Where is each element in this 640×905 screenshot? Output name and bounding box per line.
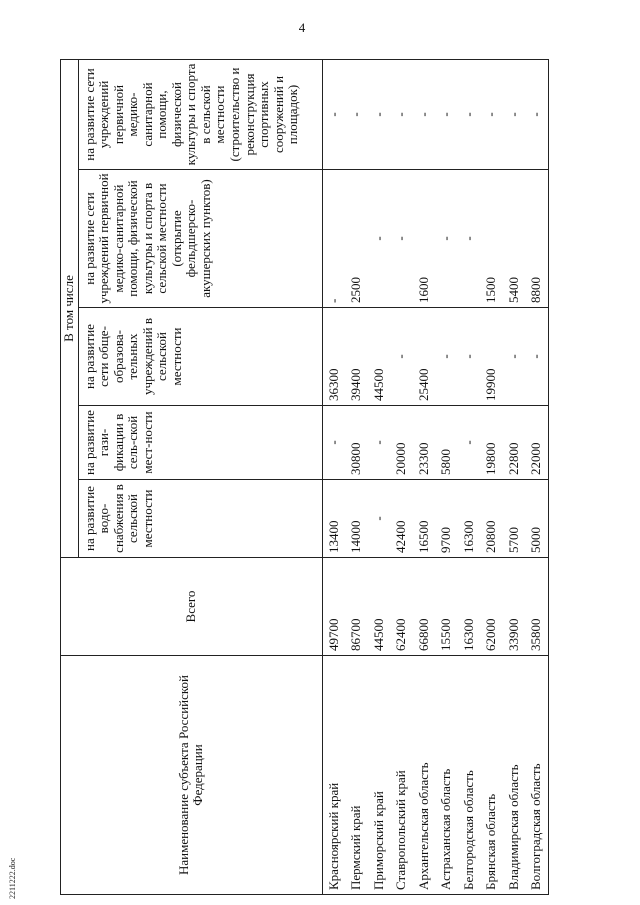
- header-water: на развитие водо-снабжения в сельской местности: [78, 480, 322, 558]
- table-row: [345, 59, 368, 894]
- row-total: 15500: [435, 558, 458, 656]
- header-total: Всего: [61, 558, 323, 656]
- row-fap: -: [458, 170, 481, 308]
- row-subject-name: Приморский край: [368, 656, 391, 895]
- row-sport: -: [458, 59, 481, 169]
- row-gas: -: [458, 406, 481, 480]
- row-gas: 22000: [525, 406, 548, 480]
- document-code: 2211222.doc: [8, 857, 17, 899]
- row-sport: -: [368, 59, 391, 169]
- row-total: 16300: [458, 558, 481, 656]
- row-water: 5700: [503, 480, 526, 558]
- row-fap: 2500: [345, 170, 368, 308]
- row-fap: 1600: [413, 170, 436, 308]
- row-gas: 30800: [345, 406, 368, 480]
- table-row: [413, 59, 436, 894]
- row-schools: 25400: [413, 308, 436, 406]
- row-schools: -: [503, 308, 526, 406]
- row-total: 44500: [368, 558, 391, 656]
- header-sport: на развитие сети учреждений первичной медико-санитарной помощи, физической культуры и спорта в сельской местности (строительство и реконструкция спортивных сооружений и площадок): [78, 59, 322, 169]
- row-schools: -: [435, 308, 458, 406]
- row-schools: 19900: [480, 308, 503, 406]
- row-sport: -: [390, 59, 413, 169]
- row-gas: 5800: [435, 406, 458, 480]
- row-water: 42400: [390, 480, 413, 558]
- row-total: 86700: [345, 558, 368, 656]
- row-total: 33900: [503, 558, 526, 656]
- table-row: [368, 59, 391, 894]
- row-subject-name: Красноярский край: [322, 656, 345, 895]
- table-row: [480, 59, 503, 894]
- header-row-top: [61, 59, 79, 894]
- row-fap: 1500: [480, 170, 503, 308]
- row-sport: -: [435, 59, 458, 169]
- row-water: 16300: [458, 480, 481, 558]
- row-total: 49700: [322, 558, 345, 656]
- row-fap: 8800: [525, 170, 548, 308]
- table-row: [458, 59, 481, 894]
- table-row: [322, 59, 345, 894]
- row-fap: -: [322, 170, 345, 308]
- row-subject-name: Пермский край: [345, 656, 368, 895]
- row-water: 9700: [435, 480, 458, 558]
- row-total: 66800: [413, 558, 436, 656]
- header-fap: на развитие сети учреждений первичной медико-санитарной помощи, физической культуры и спорта в сельской местности (открытие фельдшерско-акушерских пунктов): [78, 170, 322, 308]
- table-row: [525, 59, 548, 894]
- row-total: 62000: [480, 558, 503, 656]
- row-schools: -: [525, 308, 548, 406]
- row-sport: -: [345, 59, 368, 169]
- row-sport: -: [322, 59, 345, 169]
- row-fap: 5400: [503, 170, 526, 308]
- row-water: 14000: [345, 480, 368, 558]
- row-water: 5000: [525, 480, 548, 558]
- row-schools: -: [390, 308, 413, 406]
- row-water: 20800: [480, 480, 503, 558]
- row-gas: 22800: [503, 406, 526, 480]
- row-subject-name: Брянская область: [480, 656, 503, 895]
- row-schools: -: [458, 308, 481, 406]
- row-gas: -: [322, 406, 345, 480]
- row-fap: -: [390, 170, 413, 308]
- row-sport: -: [480, 59, 503, 169]
- header-including: В том числе: [61, 59, 79, 557]
- row-sport: -: [413, 59, 436, 169]
- header-schools: на развитие сети обще-образова-тельных учреждений в сельской местности: [78, 308, 322, 406]
- row-sport: -: [503, 59, 526, 169]
- table-row: [503, 59, 526, 894]
- row-subject-name: Астраханская область: [435, 656, 458, 895]
- row-gas: 19800: [480, 406, 503, 480]
- header-gas: на развитие гази-фикации в сель-ской мест-ности: [78, 406, 322, 480]
- row-schools: 36300: [322, 308, 345, 406]
- row-sport: -: [525, 59, 548, 169]
- row-subject-name: Ставропольский край: [390, 656, 413, 895]
- data-table: [60, 59, 549, 895]
- row-gas: 20000: [390, 406, 413, 480]
- row-subject-name: Архангельская область: [413, 656, 436, 895]
- row-gas: -: [368, 406, 391, 480]
- table-row: [435, 59, 458, 894]
- row-water: -: [368, 480, 391, 558]
- row-subject-name: Белгородская область: [458, 656, 481, 895]
- row-subject-name: Владимирская область: [503, 656, 526, 895]
- row-gas: 23300: [413, 406, 436, 480]
- row-total: 62400: [390, 558, 413, 656]
- row-fap: -: [368, 170, 391, 308]
- row-total: 35800: [525, 558, 548, 656]
- row-fap: -: [435, 170, 458, 308]
- row-schools: 44500: [368, 308, 391, 406]
- table-row: [390, 59, 413, 894]
- header-subject-name: Наименование субъекта Российской Федерации: [61, 656, 323, 895]
- row-subject-name: Волгоградская область: [525, 656, 548, 895]
- row-water: 16500: [413, 480, 436, 558]
- row-water: 13400: [322, 480, 345, 558]
- page-number: 4: [298, 20, 306, 35]
- row-schools: 39400: [345, 308, 368, 406]
